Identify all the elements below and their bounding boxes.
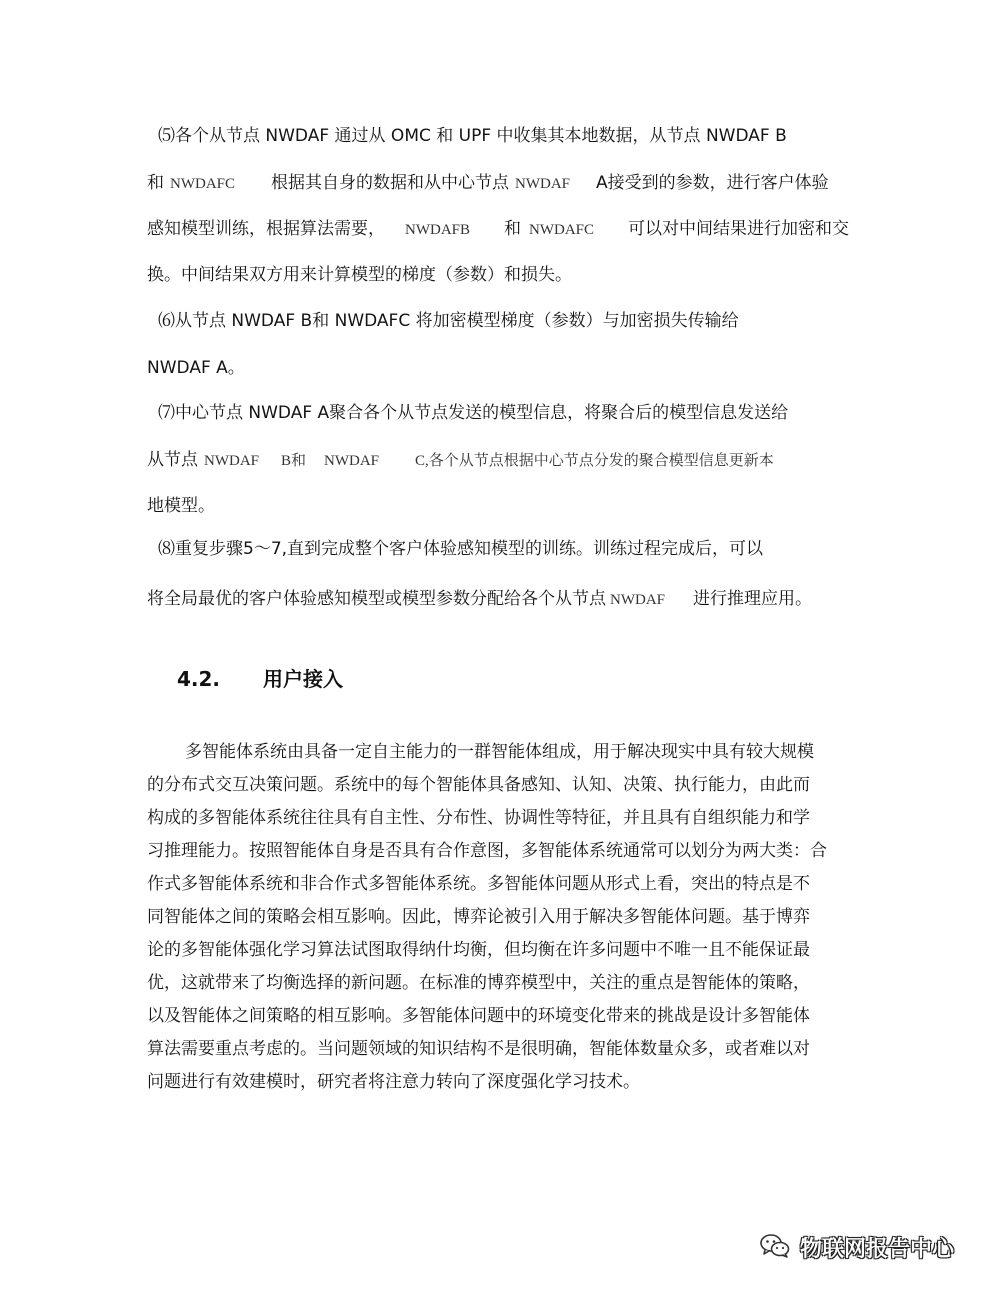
step7-line2 (147, 449, 774, 472)
step7-text-2e: C,各个从节点根据中心节点分发的聚合模型信息更新本 (415, 453, 774, 469)
paragraph-line: 多智能体系统由具备一定自主能力的一群智能体组成，用于解决现实中具有较大规模 (185, 742, 814, 762)
paragraph-line: 问题进行有效建模时，研究者将注意力转向了深度强化学习技术。 (147, 1072, 640, 1092)
step5-text-2b: NWDAFC (170, 176, 236, 192)
step7-text-2d: NWDAF (324, 453, 380, 469)
step5-line3 (147, 218, 849, 241)
paragraph-line: 论的多智能体强化学习算法试图取得纳什均衡，但均衡在许多问题中不唯一且不能保证最 (147, 940, 810, 960)
step7-text-2b: NWDAF (204, 453, 259, 469)
paragraph-line: 以及智能体之间策略的相互影响。多智能体问题中的环境变化带来的挑战是设计多智能体 (147, 1006, 810, 1026)
section-title: 用户接入 (263, 667, 343, 691)
step7-text-2c: B和 (281, 453, 307, 469)
watermark-text: 物联网报告中心 (800, 1237, 955, 1262)
paragraph-line: 作式多智能体系统和非合作式多智能体系统。多智能体问题从形式上看，突出的特点是不 (147, 874, 810, 894)
step8-line2 (147, 588, 812, 611)
step6-text-2: NWDAF A。 (147, 358, 245, 378)
step5-text-3e: 可以对中间结果进行加密和交 (628, 219, 850, 239)
step5-text-4: 换。中间结果双方用来计算模型的梯度（参数）和损失。 (147, 265, 572, 285)
step8-text-1: ⑻重复步骤5～7,直到完成整个客户体验感知模型的训练。训练过程完成后，可以 (158, 539, 764, 559)
step7-text-1: ⑺中心节点 NWDAF A聚合各个从节点发送的模型信息，将聚合后的模型信息发送给 (158, 403, 789, 423)
step5-text-1: ⑸各个从节点 NWDAF 通过从 OMC 和 UPF 中收集其本地数据，从节点 NWDAF B (158, 126, 787, 146)
watermark (760, 1232, 954, 1263)
step5-text-2c: 根据其自身的数据和从中心节点 (271, 173, 510, 193)
paragraph-line: 同智能体之间的策略会相互影响。因此，博弈论被引入用于解决多智能体问题。基于博弈 (147, 907, 810, 927)
step5-text-2a: 和 (147, 173, 164, 193)
step8-text-2c: 进行推理应用。 (693, 589, 812, 609)
step7-line3 (147, 495, 215, 517)
paragraph-line: 习推理能力。按照智能体自身是否具有合作意图，多智能体系统通常可以划分为两大类：合 (147, 841, 827, 861)
step8-text-2b: NWDAF (610, 592, 665, 608)
step5-text-2e: A接受到的参数，进行客户体验 (596, 173, 829, 193)
step5-text-3c: 和 (504, 219, 522, 239)
step5-line1 (158, 125, 787, 147)
paragraph-line: 构成的多智能体系统往往具有自主性、分布性、协调性等特征，并且具有自组织能力和学 (147, 808, 810, 828)
step8-text-2a: 将全局最优的客户体验感知模型或模型参数分配给各个从节点 (147, 589, 606, 609)
step5-line4 (147, 264, 572, 286)
step5-text-3a: 感知模型训练，根据算法需要， (147, 219, 385, 239)
step6-line2 (147, 357, 245, 379)
step7-line1 (158, 402, 788, 424)
step5-text-3d: NWDAFC (529, 222, 595, 238)
paragraph-line: 优，这就带来了均衡选择的新问题。在标准的博弈模型中，关注的重点是智能体的策略， (147, 973, 810, 993)
paragraph-line: 的分布式交互决策问题。系统中的每个智能体具备感知、认知、决策、执行能力，由此而 (147, 775, 810, 795)
step6-text-1: ⑹从节点 NWDAF B和 NWDAFC 将加密模型梯度（参数）与加密损失传输给 (158, 311, 739, 331)
step5-text-3b: NWDAFB (405, 222, 471, 238)
section-number: 4.2. (177, 667, 221, 691)
step5-line2 (147, 172, 829, 195)
step5-text-2d: NWDAF (515, 176, 571, 192)
step7-text-3: 地模型。 (147, 496, 215, 516)
step8-line1 (158, 538, 763, 560)
paragraph-line: 算法需要重点考虑的。当问题领域的知识结构不是很明确，智能体数量众多，或者难以对 (147, 1039, 810, 1059)
section-heading (177, 663, 343, 692)
step6-line1 (158, 310, 739, 332)
wechat-icon (760, 1233, 790, 1263)
step7-text-2a: 从节点 (147, 450, 198, 470)
